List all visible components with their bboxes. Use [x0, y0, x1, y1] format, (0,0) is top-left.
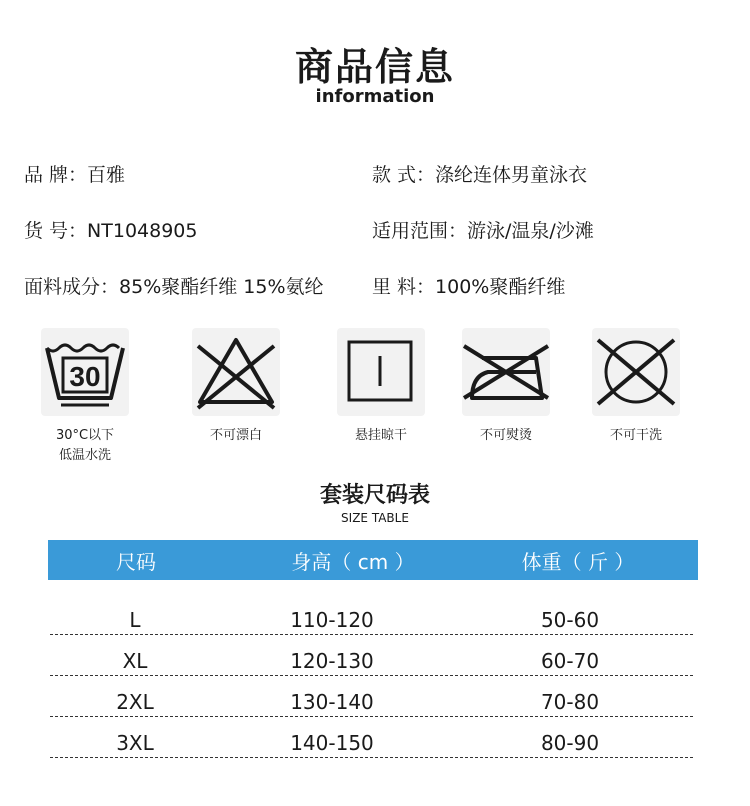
page-subtitle: information [315, 86, 435, 107]
no-tumble-dry-icon [592, 328, 680, 416]
no-bleach-icon [192, 328, 280, 416]
care-item-hang [337, 328, 425, 443]
info-fabric [24, 272, 324, 299]
header-weight: 体重（ 斤 ） [521, 550, 635, 574]
care-label: 不可熨烫 [479, 428, 532, 443]
care-label: 不可漂白 [209, 428, 262, 443]
cell-weight: 80-90 [540, 731, 600, 755]
cell-size: L [129, 608, 141, 632]
size-table-subtitle: SIZE TABLE [341, 511, 409, 525]
info-label: 款 式： [372, 164, 436, 186]
info-value: NT1048905 [87, 220, 198, 242]
info-label: 里 料： [372, 276, 436, 298]
table-row [50, 718, 693, 758]
info-value: 85%聚酯纤维 15%氨纶 [119, 276, 324, 298]
table-row [50, 677, 693, 717]
care-item-bleach [192, 328, 280, 443]
size-table-header [48, 540, 698, 580]
info-lining [372, 272, 565, 299]
cell-size: 2XL [116, 690, 154, 714]
info-item-number [24, 216, 197, 243]
info-label: 适用范围： [372, 220, 468, 242]
table-row [50, 636, 693, 676]
info-value: 游泳/温泉/沙滩 [467, 220, 594, 242]
info-brand [24, 160, 125, 187]
table-row [50, 595, 693, 635]
cell-height: 120-130 [290, 649, 374, 673]
info-label: 品 牌： [24, 164, 88, 186]
care-label: 不可干洗 [609, 428, 662, 443]
care-item-dry [592, 328, 680, 443]
header-size: 尺码 [116, 550, 156, 574]
cell-size: XL [122, 649, 148, 673]
cell-height: 130-140 [290, 690, 374, 714]
cell-weight: 50-60 [540, 608, 600, 632]
info-value: 涤纶连体男童泳衣 [435, 164, 588, 186]
info-value: 百雅 [87, 164, 126, 186]
cell-size: 3XL [116, 731, 154, 755]
info-style [372, 160, 587, 187]
info-label: 货 号： [24, 220, 88, 242]
size-table-title: 套装尺码表 [319, 483, 430, 508]
care-item-iron [462, 328, 550, 443]
info-label: 面料成分： [24, 276, 120, 298]
no-iron-icon [462, 328, 550, 416]
cell-weight: 60-70 [540, 649, 600, 673]
wash-30-icon [41, 328, 129, 416]
care-label: 低温水洗 [58, 448, 111, 463]
care-label: 悬挂晾干 [354, 428, 407, 443]
care-item-wash [41, 328, 129, 463]
header-height: 身高（ cm ） [291, 550, 415, 574]
page-title: 商品信息 [294, 45, 455, 89]
cell-weight: 70-80 [540, 690, 600, 714]
svg-text:30: 30 [69, 361, 101, 392]
info-value: 100%聚酯纤维 [435, 276, 566, 298]
cell-height: 140-150 [290, 731, 374, 755]
cell-height: 110-120 [290, 608, 374, 632]
info-usage [372, 216, 594, 243]
care-label: 30°C以下 [55, 428, 115, 443]
hang-dry-icon [337, 328, 425, 416]
